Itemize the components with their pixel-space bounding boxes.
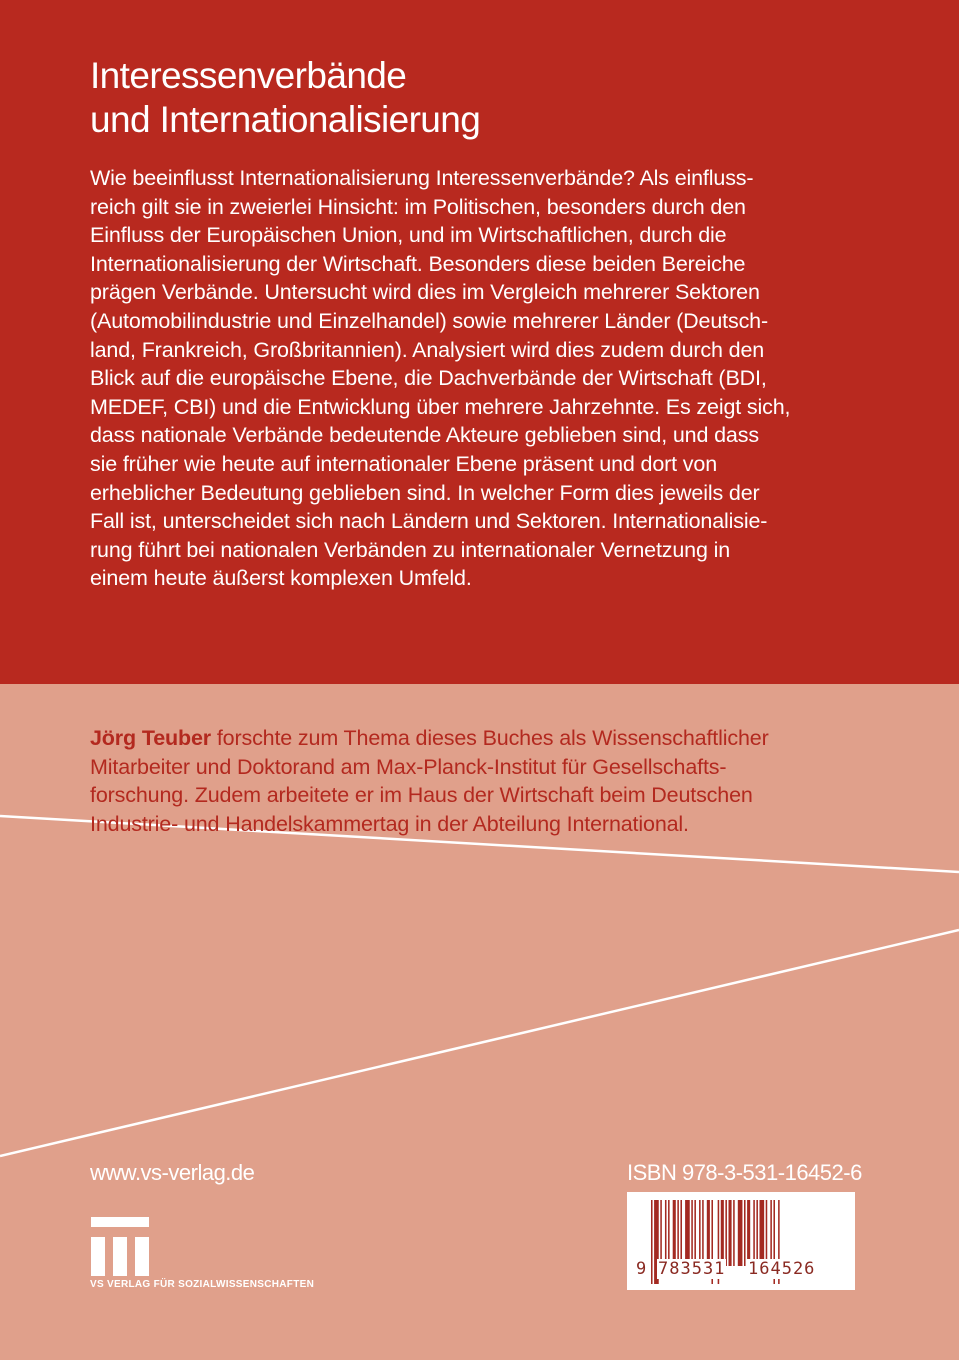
barcode-digit-first: 9	[636, 1259, 648, 1279]
blurb-line: Fall ist, unterscheidet sich nach Ländern und Sektoren. Internationalisie-	[90, 509, 768, 534]
barcode-bar	[651, 1200, 653, 1284]
barcode-bar	[753, 1200, 755, 1266]
barcode-bar	[760, 1200, 765, 1266]
barcode-bar	[721, 1200, 724, 1266]
barcode-bar	[665, 1200, 667, 1266]
blurb-line: sie früher wie heute auf internationaler Ebene präsent und dort von	[90, 451, 718, 476]
bio-line: Industrie- und Handelskammertag in der Abteilung International.	[90, 811, 689, 836]
barcode-bar	[733, 1200, 735, 1266]
blurb-line: Einfluss der Europäischen Union, und im Wirtschaftlichen, durch die	[90, 223, 727, 248]
bio-line: forschung. Zudem arbeitete er im Haus der Wirtschaft beim Deutschen	[90, 783, 753, 808]
publisher-url: www.vs-verlag.de	[90, 1160, 255, 1185]
barcode-bar	[699, 1200, 701, 1266]
barcode-bar	[766, 1200, 768, 1266]
blurb-line: reich gilt sie in zweierlei Hinsicht: im Politischen, besonders durch den	[90, 194, 746, 219]
blurb-text	[90, 164, 790, 593]
barcode-bar	[702, 1200, 704, 1266]
blurb-line: Blick auf die europäische Ebene, die Dachverbände der Wirtschaft (BDI,	[90, 366, 767, 391]
publisher-logo-icon	[91, 1217, 151, 1277]
blurb-line: einem heute äußerst komplexen Umfeld.	[90, 566, 472, 591]
barcode-bar	[747, 1200, 750, 1266]
barcode-bar	[677, 1200, 679, 1266]
barcode-bar	[685, 1200, 690, 1266]
blurb-line: Internationalisierung der Wirtschaft. Besonders diese beiden Bereiche	[90, 251, 746, 276]
title-line: und Internationalisierung	[90, 99, 481, 140]
barcode-digits-right: 164526	[748, 1259, 816, 1279]
barcode-bar	[725, 1200, 727, 1266]
book-title	[90, 54, 480, 142]
barcode-digits-left: 783531	[658, 1259, 726, 1279]
blurb-line: dass nationale Verbände bedeutende Akteure geblieben sind, und dass	[90, 423, 759, 448]
bio-line: Mitarbeiter und Doktorand am Max-Planck-Institut für Gesellschafts-	[90, 754, 727, 779]
blurb-line: prägen Verbände. Untersucht wird dies im Vergleich mehrerer Sektoren	[90, 280, 760, 305]
barcode	[627, 1192, 855, 1290]
barcode-bar	[694, 1200, 696, 1266]
barcode-bar	[680, 1200, 682, 1266]
barcode-bar	[770, 1200, 772, 1266]
blurb-line: (Automobilindustrie und Einzelhandel) sowie mehrerer Länder (Deutsch-	[90, 308, 768, 333]
barcode-bar	[756, 1200, 758, 1266]
barcode-bar	[668, 1200, 670, 1266]
barcode-bar	[673, 1200, 676, 1266]
author-bio	[90, 724, 769, 838]
barcode-bar	[691, 1200, 693, 1266]
blurb-line: MEDEF, CBI) und die Entwicklung über mehrere Jahrzehnte. Es zeigt sich,	[90, 394, 791, 419]
barcode-bar	[744, 1200, 746, 1266]
blurb-line: land, Frankreich, Großbritannien). Analysiert wird dies zudem durch den	[90, 337, 765, 362]
bio-text: forschte zum Thema dieses Buches als Wissenschaftlicher	[211, 726, 769, 750]
decorative-line-2	[0, 930, 959, 1156]
blurb-line: rung führt bei nationalen Verbänden zu internationaler Vernetzung in	[90, 537, 731, 562]
barcode-bar	[738, 1200, 743, 1266]
title-line: Interessenverbände	[90, 55, 407, 96]
blurb-line: erheblicher Bedeutung geblieben sind. In welcher Form dies jeweils der	[90, 480, 760, 505]
publisher-logo-text: VS VERLAG FÜR SOZIALWISSENSCHAFTEN	[90, 1279, 315, 1290]
author-name: Jörg Teuber	[90, 726, 211, 750]
barcode-bar	[660, 1200, 662, 1266]
bio-line	[90, 724, 769, 753]
isbn-label: ISBN 978-3-531-16452-6	[627, 1160, 862, 1185]
barcode-bar	[707, 1200, 710, 1266]
barcode-bar	[729, 1200, 732, 1266]
blurb-line: Wie beeinflusst Internationalisierung Interessenverbände? Als einfluss-	[90, 166, 754, 190]
